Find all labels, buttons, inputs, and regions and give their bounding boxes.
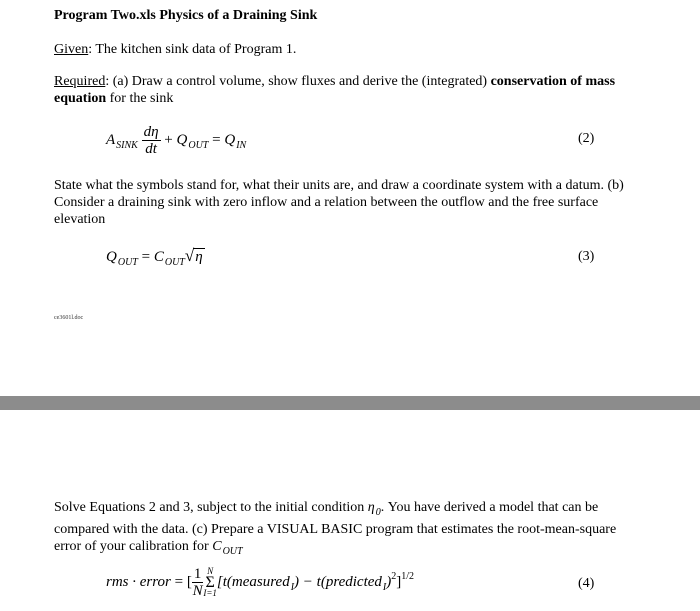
given-line [54,41,296,58]
equation-2: $A_{SINK}$ $\frac{d\eta}{dt}$ + $Q_{OUT} = Q_{IN}$ [106,124,247,157]
summation: N Σ I=1 [203,566,217,598]
given-text: : The kitchen sink data of Program 1. [88,42,297,57]
symbols-paragraph: State what the symbols stand for, what their units are, and draw a coordinate system with a datum. (b) Consider a draining sink with zero inflow and a relation between the outflow and the free surface elevation [54,178,624,227]
one-over-n-fraction: $\frac{1}{N}$ [192,566,203,599]
given-label: Given [54,42,89,57]
footer-filename: ce3601l.doc [54,315,84,321]
required-paragraph: Required: (a) Draw a control volume, show fluxes and derive the (integrated) conservation of mass equation for the sink [54,74,616,106]
required-bold: conservation of mass equation [54,74,616,106]
equation-3: $Q_{OUT} = C_{OUT}√\eta$ [106,246,203,268]
required-label: Required [54,74,106,89]
document-page-2 [0,410,700,611]
equation-3-number: (3) [578,249,595,264]
equation-4: rms · error = [ $\frac{1}{N}$ N Σ I=1 [t(measured$_I$) − t(predicted$_I$)$^2$]$^{1/2}$ [106,566,415,599]
derivative-fraction: $\frac{d\eta}{dt}$ [143,124,159,157]
solve-paragraph: Solve Equations 2 and 3, subject to the initial condition $\eta_0$. You have derived a model that can be compared with the data. (c) Prepare a VISUAL BASIC program that estimates the root-mean-square error of your calibration for $C_{OUT}$ [54,500,617,557]
document-title: Program Two.xls Physics of a Draining Sink [54,8,318,23]
equation-2-number: (2) [578,131,595,146]
sqrt-radicand: η [195,249,203,265]
equation-4-number: (4) [578,576,595,591]
page-separator [0,396,700,410]
